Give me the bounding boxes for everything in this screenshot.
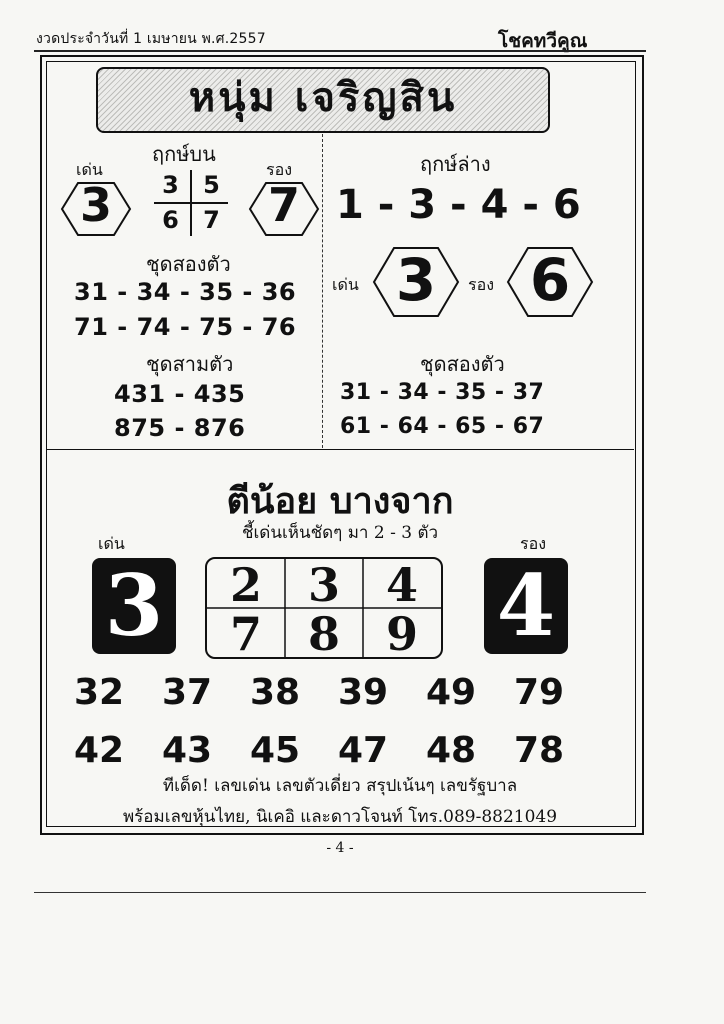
number-cell: 49 (426, 672, 477, 713)
number-cell: 32 (74, 672, 125, 713)
lower-title: ฤกษ์ล่าง (420, 152, 491, 176)
upper-second-digit: 7 (267, 178, 300, 232)
number-cell: 37 (162, 672, 213, 713)
digit-table (205, 557, 443, 659)
table-cell: 8 (307, 607, 340, 661)
number-cell: 39 (338, 672, 389, 713)
number-cell: 48 (426, 730, 477, 771)
footer-rule (34, 892, 646, 893)
upper-two-digit-row: 71 - 74 - 75 - 76 (74, 313, 297, 341)
upper-main-digit: 3 (79, 178, 112, 232)
upper-second-label: รอง (266, 160, 293, 179)
bottom-main-label: เด่น (98, 534, 125, 553)
upper-two-digit-row: 31 - 34 - 35 - 36 (74, 278, 297, 306)
lower-two-digit-title: ชุดสองตัว (420, 352, 505, 376)
lower-main-digit: 3 (395, 246, 437, 314)
upper-three-digit-row: 431 - 435 (114, 380, 246, 408)
lower-two-digit-row: 31 - 34 - 35 - 37 (340, 380, 545, 405)
lower-second-digit: 6 (529, 246, 571, 314)
number-cell: 78 (514, 730, 565, 771)
bottom-second-label: รอง (520, 534, 547, 553)
footer-line-2: พร้อมเลขหุ้นไทย, นิเคอิ และดาวโจนท์ โทร.089-8821049 (122, 807, 558, 827)
lower-second-label: รอง (468, 275, 495, 294)
bottom-main-digit-box: 3 (92, 558, 176, 654)
table-cell: 2 (229, 558, 262, 612)
number-cell: 38 (250, 672, 301, 713)
section-title: ตีน้อย บางจาก (226, 480, 454, 522)
upper-main-label: เด่น (76, 160, 103, 179)
number-cell: 45 (250, 730, 301, 771)
upper-three-digit-row: 875 - 876 (114, 414, 246, 442)
number-cell: 47 (338, 730, 389, 771)
footer-line-1: ทีเด็ด! เลขเด่น เลขตัวเดี่ยว สรุปเน้นๆ เลขรัฐบาล (162, 776, 518, 796)
table-cell: 3 (307, 558, 340, 612)
header-rule (34, 50, 646, 52)
section-subtitle: ชี้เด่นเห็นชัดๆ มา 2 - 3 ตัว (241, 523, 439, 543)
table-cell: 4 (385, 558, 418, 612)
table-cell: 7 (229, 607, 262, 661)
upper-two-digit-title: ชุดสองตัว (146, 252, 231, 276)
grid-cell: 5 (203, 171, 220, 199)
number-cell: 79 (514, 672, 565, 713)
lower-two-digit-row: 61 - 64 - 65 - 67 (340, 414, 545, 439)
publication-name: โชคทวีคูณ (498, 30, 588, 52)
column-divider (322, 134, 323, 448)
table-cell: 9 (385, 607, 418, 661)
page-number: - 4 - (326, 840, 354, 856)
lower-main-label: เด่น (332, 275, 359, 294)
banner-title: หนุ่ม เจริญสิน (188, 74, 458, 121)
upper-title: ฤกษ์บน (152, 142, 216, 166)
number-cell: 43 (162, 730, 213, 771)
section-divider (46, 449, 634, 450)
number-cell: 42 (74, 730, 125, 771)
upper-digit-grid (150, 168, 232, 238)
lower-sequence: 1 - 3 - 4 - 6 (336, 182, 581, 228)
issue-date: งวดประจำวันที่ 1 เมษายน พ.ศ.2557 (36, 31, 266, 47)
grid-cell: 7 (203, 206, 220, 234)
bottom-second-digit-box: 4 (484, 558, 568, 654)
grid-cell: 3 (162, 171, 179, 199)
upper-three-digit-title: ชุดสามตัว (146, 352, 234, 376)
grid-cell: 6 (162, 206, 179, 234)
